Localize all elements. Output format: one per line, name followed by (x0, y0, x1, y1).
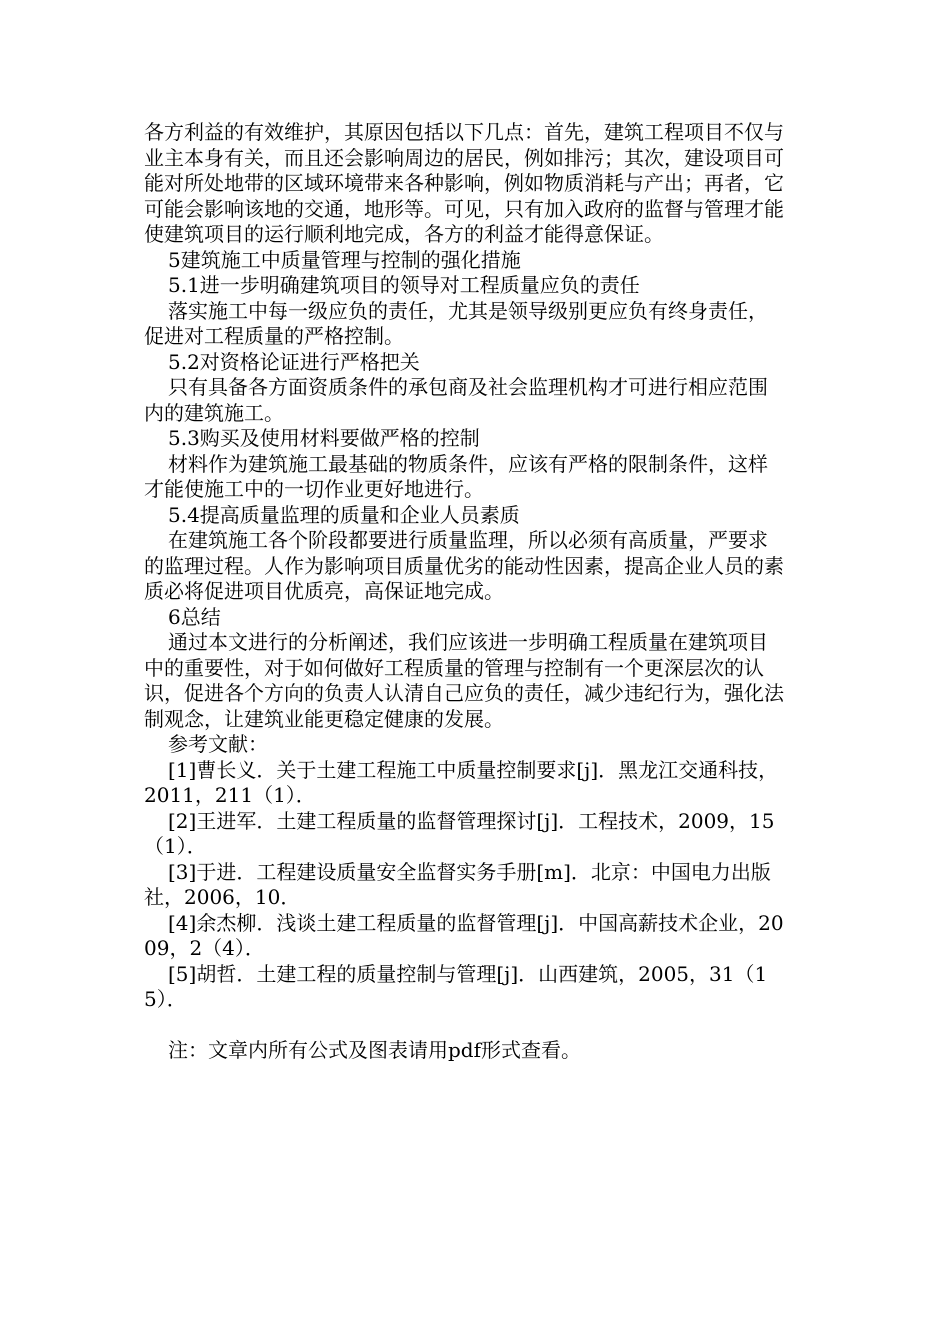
body-paragraph: [2]王进军．土建工程质量的监督管理探讨[j]．工程技术，2009，15（1）． (144, 808, 775, 858)
body-paragraph: 材料作为建筑施工最基础的物质条件，应该有严格的限制条件，这样才能使施工中的一切作业更好地进行。 (144, 451, 768, 501)
body-paragraph: 落实施工中每一级应负的责任，尤其是领导级别更应负有终身责任，促进对工程质量的严格控制。 (144, 298, 768, 348)
section-heading: 参考文献： (168, 732, 268, 756)
section-heading: 5.2对资格论证进行严格把关 (168, 349, 420, 374)
document-body (144, 120, 784, 1063)
body-paragraph: [4]余杰柳．浅谈土建工程质量的监督管理[j]．中国高薪技术企业，2009，2（4）． (144, 910, 784, 960)
section-heading: 5.1进一步明确建筑项目的领导对工程质量应负的责任 (168, 273, 640, 297)
body-paragraph: 通过本文进行的分析阐述，我们应该进一步明确工程质量在建筑项目中的重要性，对于如何做好工程质量的管理与控制有一个更深层次的认识，促进各个方向的负责人认清自己应负的责任，减少违纪行为，强化法制观念，让建筑业能更稳定健康的发展。 (144, 630, 784, 731)
body-paragraph: [1]曹长义．关于土建工程施工中质量控制要求[j]．黑龙江交通科技，2011，211（1）． (144, 757, 779, 807)
body-paragraph: 在建筑施工各个阶段都要进行质量监理，所以必须有高质量，严要求的监理过程。人作为影响项目质量优劣的能动性因素，提高企业人员的素质必将促进项目优质亮，高保证地完成。 (144, 528, 784, 603)
section-heading: 5建筑施工中质量管理与控制的强化措施 (168, 247, 521, 272)
body-paragraph: [3]于进．工程建设质量安全监督实务手册[m]．北京：中国电力出版社，2006，10． (144, 859, 771, 909)
body-paragraph: [5]胡哲．土建工程的质量控制与管理[j]．山西建筑，2005，31（15）． (144, 961, 768, 1011)
body-paragraph: 只有具备各方面资质条件的承包商及社会监理机构才可进行相应范围内的建筑施工。 (144, 375, 768, 425)
section-heading: 5.4提高质量监理的质量和企业人员素质 (168, 502, 520, 527)
section-heading: 6总结 (168, 604, 221, 629)
section-heading: 注：文章内所有公式及图表请用pdf形式查看。 (168, 1037, 582, 1062)
body-paragraph: 各方利益的有效维护，其原因包括以下几点：首先，建筑工程项目不仅与业主本身有关，而且还会影响周边的居民，例如排污；其次，建设项目可能对所处地带的区域环境带来各种影响，例如物质消耗与产出；再者，它可能会影响该地的交通，地形等。可见，只有加入政府的监督与管理才能使建筑项目的运行顺利地完成，各方的利益才能得意保证。 (144, 120, 784, 246)
section-heading: 5.3购买及使用材料要做严格的控制 (168, 426, 480, 450)
blank-line (144, 1013, 784, 1038)
